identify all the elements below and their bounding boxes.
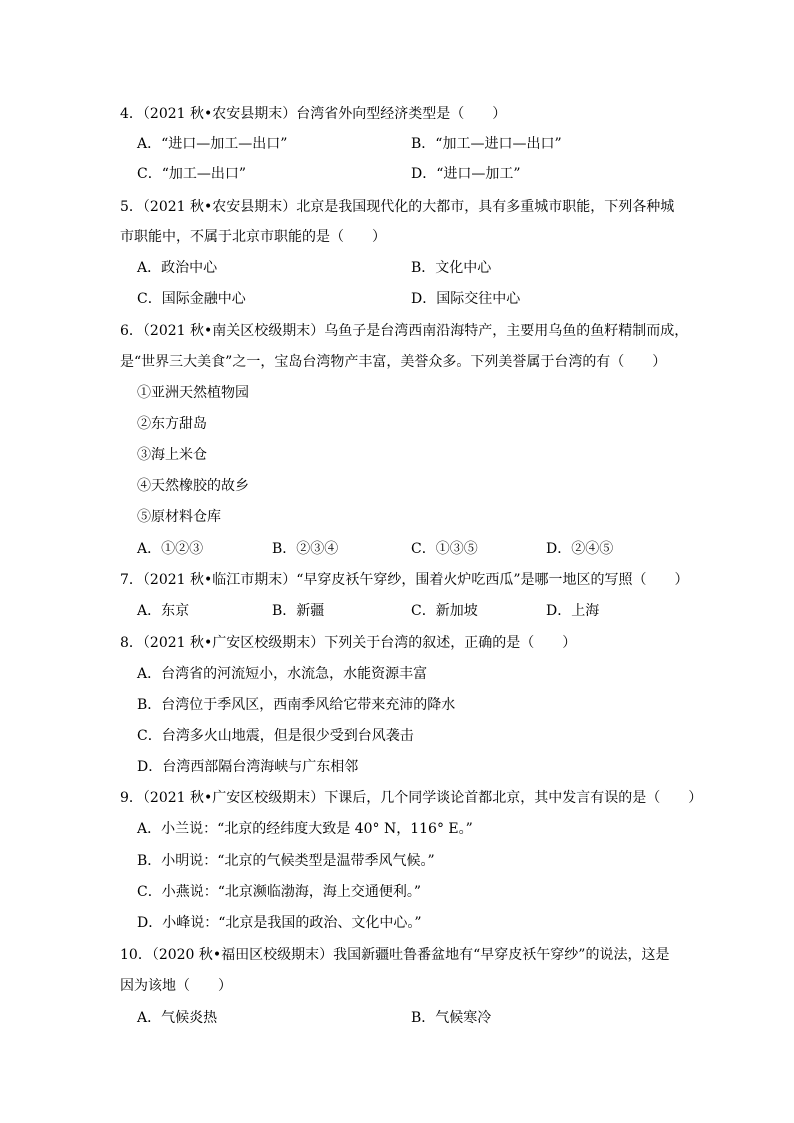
question-6-stem-line-2: 是“世界三大美食”之一，宝岛台湾物产丰富，美誉众多。下列美誉属于台湾的有（ ） (120, 354, 667, 370)
question-6-option-d: D．②④⑤ (546, 541, 614, 557)
question-4-option-c: C．“加工—出口” (137, 166, 247, 182)
question-10-option-a: A．气候炎热 (137, 1010, 218, 1026)
question-9-option-c: C．小燕说：“北京濒临渤海，海上交通便利。” (137, 884, 422, 900)
question-10-stem-line-2: 因为该地（ ） (120, 978, 232, 994)
question-6-option-a: A．①②③ (137, 541, 204, 557)
question-10-stem-line-1: 10．（2020 秋•福田区校级期末）我国新疆吐鲁番盆地有“早穿皮袄午穿纱”的说法，这是 (120, 947, 670, 963)
question-6-item-3: ③海上米仓 (137, 447, 207, 463)
question-5-option-b: B．文化中心 (411, 260, 492, 276)
question-4-option-a: A．“进口—加工—出口” (137, 136, 288, 152)
question-5-stem-line-1: 5．（2021 秋•农安县期末）北京是我国现代化的大都市，具有多重城市职能，下列各种城 (120, 199, 675, 215)
question-6-item-2: ②东方甜岛 (137, 416, 207, 432)
question-6-stem-line-1: 6．（2021 秋•南关区校级期末）乌鱼子是台湾西南沿海特产，主要用乌鱼的鱼籽精制而成， (120, 323, 689, 339)
question-7-option-c: C．新加坡 (411, 603, 478, 619)
question-4-stem: 4．（2021 秋•农安县期末）台湾省外向型经济类型是（ ） (120, 106, 507, 122)
question-8-option-d: D．台湾西部隔台湾海峡与广东相邻 (137, 759, 359, 775)
question-6-option-b: B．②③④ (272, 541, 339, 557)
question-5-option-d: D．国际交往中心 (411, 291, 521, 307)
question-5-option-c: C．国际金融中心 (137, 291, 246, 307)
question-7-option-d: D．上海 (546, 603, 600, 619)
question-8-option-a: A．台湾省的河流短小，水流急，水能资源丰富 (137, 666, 428, 682)
question-6-item-1: ①亚洲天然植物园 (137, 385, 249, 401)
question-8-option-c: C．台湾多火山地震，但是很少受到台风袭击 (137, 728, 414, 744)
question-6-item-4: ④天然橡胶的故乡 (137, 478, 249, 494)
question-6-option-c: C．①③⑤ (411, 541, 478, 557)
question-10-option-b: B．气候寒冷 (411, 1010, 492, 1026)
question-7-option-b: B．新疆 (272, 603, 325, 619)
question-7-stem: 7．（2021 秋•临江市期末）“早穿皮袄午穿纱，围着火炉吃西瓜”是哪一地区的写照（ ） (120, 572, 689, 588)
question-9-option-b: B．小明说：“北京的气候类型是温带季风气候。” (137, 853, 435, 869)
question-9-stem: 9．（2021 秋•广安区校级期末）下课后，几个同学谈论首都北京，其中发言有误的是（ ） (120, 790, 703, 806)
question-4-option-b: B．“加工—进口—出口” (411, 136, 562, 152)
question-9-option-d: D．小峰说：“北京是我国的政治、文化中心。” (137, 915, 422, 931)
question-9-option-a: A．小兰说：“北京的经纬度大致是 40° N，116° E。” (137, 821, 473, 837)
question-8-stem: 8．（2021 秋•广安区校级期末）下列关于台湾的叙述，正确的是（ ） (120, 635, 577, 651)
question-7-option-a: A．东京 (137, 603, 190, 619)
question-4-option-d: D．“进口—加工” (411, 166, 521, 182)
question-8-option-b: B．台湾位于季风区，西南季风给它带来充沛的降水 (137, 697, 456, 713)
question-5-option-a: A．政治中心 (137, 260, 218, 276)
question-5-stem-line-2: 市职能中，不属于北京市职能的是（ ） (120, 229, 386, 245)
question-6-item-5: ⑤原材料仓库 (137, 509, 221, 525)
